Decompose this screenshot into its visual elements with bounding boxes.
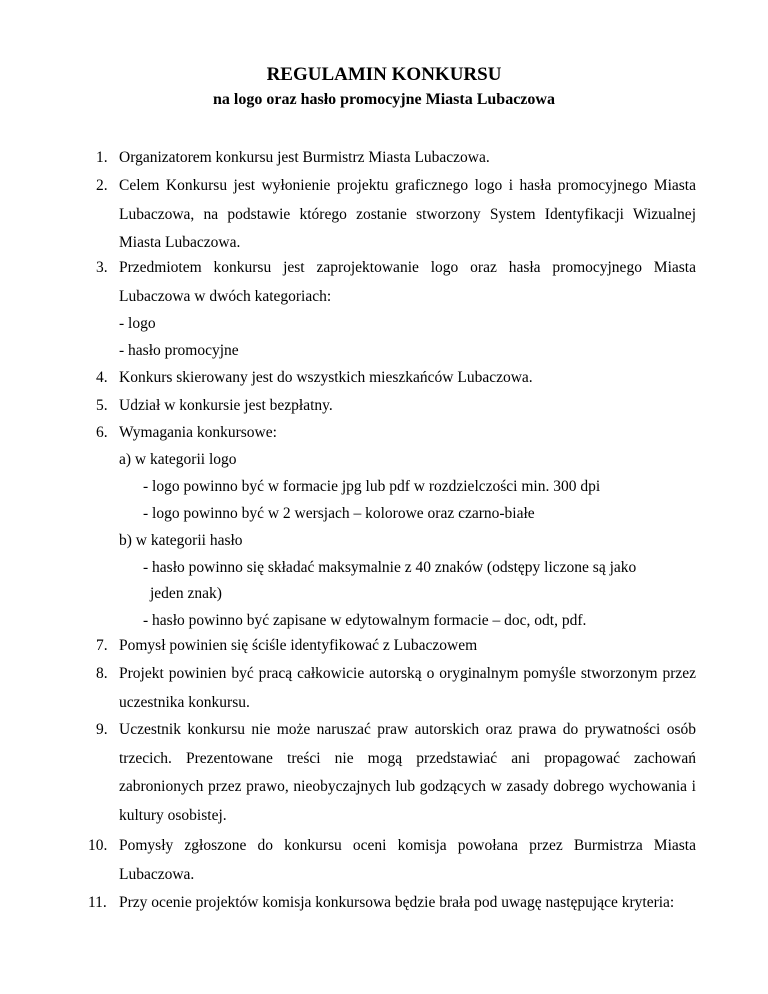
item-number: 7. xyxy=(96,637,108,654)
item-text: Celem Konkursu jest wyłonienie projektu graficznego logo i hasła promocyjnego Miasta Lubaczowa, na podstawie którego zostanie stworzony System Identyfikacji Wizualnej Miasta Lubaczowa. xyxy=(119,177,696,251)
list-item xyxy=(96,419,696,448)
document-title: REGULAMIN KONKURSU xyxy=(266,64,502,85)
sublist-item: - hasło promocyjne xyxy=(119,342,239,359)
item-number: 2. xyxy=(96,177,108,194)
item-text: Uczestnik konkursu nie może naruszać praw autorskich oraz prawa do prywatności osób trzecich. Prezentowane treści nie mogą przedstawiać ani propagować zachowań zabronionych przez prawo, nieobyczajnych lub godzących w zasady dobrego wychowania i kultury osobistej. xyxy=(119,721,696,824)
item-number: 4. xyxy=(96,369,108,386)
list-item xyxy=(88,832,696,889)
requirement-point: - logo powinno być w 2 wersjach – kolorowe oraz czarno-białe xyxy=(143,505,535,522)
category-label: b) w kategorii hasło xyxy=(119,532,243,549)
list-item xyxy=(96,144,696,173)
item-text: Organizatorem konkursu jest Burmistrz Miasta Lubaczowa. xyxy=(119,149,490,166)
item-text: Pomysły zgłoszone do konkursu oceni komisja powołana przez Burmistrza Miasta Lubaczowa. xyxy=(119,837,696,883)
item-text: Przedmiotem konkursu jest zaprojektowanie logo oraz hasła promocyjnego Miasta Lubaczowa w dwóch kategoriach: xyxy=(119,259,696,305)
item-text: Przy ocenie projektów komisja konkursowa będzie brała pod uwagę następujące kryteria: xyxy=(119,894,675,911)
list-item xyxy=(96,716,696,830)
item-text: Wymagania konkursowe: xyxy=(119,424,277,441)
list-item xyxy=(96,660,696,717)
list-item xyxy=(88,889,696,918)
list-item xyxy=(96,364,696,393)
list-item xyxy=(96,254,696,311)
item-number: 8. xyxy=(96,665,108,682)
item-text: Pomysł powinien się ściśle identyfikować z Lubaczowem xyxy=(119,637,478,654)
item-number: 6. xyxy=(96,424,108,441)
requirement-point: - logo powinno być w formacie jpg lub pdf w rozdzielczości min. 300 dpi xyxy=(143,478,601,495)
item-number: 11. xyxy=(88,894,107,911)
requirement-point-continuation: jeden znak) xyxy=(150,585,222,602)
item-number: 10. xyxy=(88,837,108,854)
item-text: Konkurs skierowany jest do wszystkich mieszkańców Lubaczowa. xyxy=(119,369,533,386)
item-text: Udział w konkursie jest bezpłatny. xyxy=(119,397,333,414)
item-text: Projekt powinien być pracą całkowicie autorską o oryginalnym pomyśle stworzonym przez uczestnika konkursu. xyxy=(119,665,696,711)
requirement-point: - hasło powinno być zapisane w edytowalnym formacie – doc, odt, pdf. xyxy=(143,612,587,629)
list-item xyxy=(96,632,696,661)
requirement-point: - hasło powinno się składać maksymalnie z 40 znaków (odstępy liczone są jako xyxy=(143,559,637,576)
category-label: a) w kategorii logo xyxy=(119,451,237,468)
sublist-item: - logo xyxy=(119,315,156,332)
list-item xyxy=(96,172,696,258)
item-number: 9. xyxy=(96,721,108,738)
item-number: 5. xyxy=(96,397,108,414)
item-number: 3. xyxy=(96,259,108,276)
document-subtitle: na logo oraz hasło promocyjne Miasta Lubaczowa xyxy=(213,91,555,108)
list-item xyxy=(96,392,696,421)
item-number: 1. xyxy=(96,149,108,166)
